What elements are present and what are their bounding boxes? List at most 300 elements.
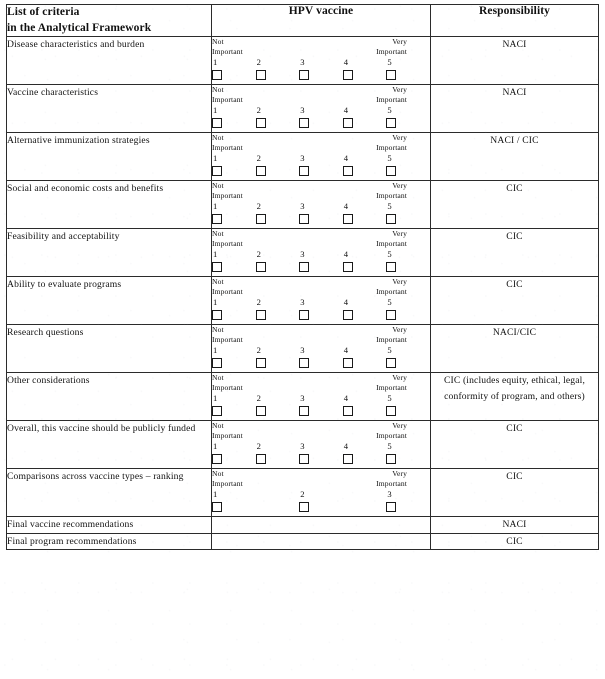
scale-label-very-important-line1: Very: [392, 133, 407, 143]
scale-option-number: 2: [256, 345, 261, 356]
scale-label-very-important: [376, 133, 407, 153]
scale-options: [212, 345, 430, 372]
scale-option-number: 3: [387, 489, 392, 500]
scale-label-very-important: [376, 85, 407, 105]
scale-option: [386, 297, 430, 324]
checkbox-unchecked-icon[interactable]: [386, 166, 396, 176]
scale-option: [343, 441, 387, 468]
scale-option: [299, 153, 343, 180]
scale-option-box-slot: [299, 308, 343, 324]
scale-label-not-important: [212, 181, 243, 201]
criteria-cell: Ability to evaluate programs: [7, 277, 212, 325]
scale-label-not-important-line2: Important: [212, 47, 243, 57]
scale-label-very-important-line2: Important: [376, 479, 407, 489]
scale-cell: [212, 373, 431, 421]
scale-option: [386, 489, 430, 516]
scale-option-box-slot: [212, 116, 256, 132]
scale-option-box-slot: [386, 164, 430, 180]
scale-label-not-important: [212, 469, 243, 489]
scale-option-box-slot: [299, 500, 343, 516]
scale-label-very-important: [376, 229, 407, 249]
scale-label-very-important: [376, 37, 407, 57]
scale-option: [212, 345, 256, 372]
scale-label-not-important-line1: Not: [212, 277, 224, 287]
scale-label-very-important: [376, 325, 407, 345]
scale-option-number: 4: [343, 441, 349, 452]
scale-option-box-slot: [256, 356, 300, 372]
scale-option: [212, 441, 256, 468]
scale-option-box-slot: [212, 356, 256, 372]
scale-option: [299, 489, 343, 516]
scale-label-very-important-line1: Very: [392, 373, 407, 383]
checkbox-unchecked-icon[interactable]: [256, 358, 266, 368]
checkbox-unchecked-icon[interactable]: [343, 406, 353, 416]
scale-label-not-important-line2: Important: [212, 95, 243, 105]
scale-option: [299, 105, 343, 132]
criteria-cell: Alternative immunization strategies: [7, 133, 212, 181]
scale-option-number: 3: [300, 201, 305, 212]
scale-option-box-slot: [343, 260, 387, 276]
scale-option-box-slot: [256, 404, 300, 420]
scale-option: [386, 57, 430, 84]
checkbox-unchecked-icon[interactable]: [343, 70, 353, 80]
checkbox-unchecked-icon[interactable]: [386, 502, 396, 512]
scale-end-labels: [212, 277, 430, 297]
scale-option: [343, 57, 387, 84]
scale-option: [343, 393, 387, 420]
scale-label-very-important-line2: Important: [376, 95, 407, 105]
scale-option-number: 1: [213, 393, 218, 404]
scale-option-number: 4: [343, 201, 349, 212]
scale-label-very-important-line1: Very: [392, 277, 407, 287]
scale-option: [299, 57, 343, 84]
scale-option: [212, 489, 256, 516]
scale-option-box-slot: [299, 404, 343, 420]
scale-option-number: 3: [300, 441, 305, 452]
scale-option: [256, 441, 300, 468]
checkbox-unchecked-icon[interactable]: [256, 70, 266, 80]
scale-option: [343, 297, 387, 324]
scale-label-very-important-line1: Very: [392, 469, 407, 479]
table-row: [7, 277, 599, 325]
responsibility-cell: CIC (includes equity, ethical, legal, conformity of program, and others): [431, 373, 599, 421]
scale-options: [212, 57, 430, 84]
checkbox-unchecked-icon[interactable]: [299, 454, 309, 464]
checkbox-unchecked-icon[interactable]: [256, 118, 266, 128]
scale-option: [343, 345, 387, 372]
checkbox-unchecked-icon[interactable]: [343, 454, 353, 464]
scale-label-not-important: [212, 229, 243, 249]
scale-option-number: 1: [213, 105, 218, 116]
scale-option-box-slot: [343, 308, 387, 324]
scale-option-number: 1: [213, 201, 218, 212]
scale-option-box-slot: [386, 212, 430, 228]
scale-option-number: 1: [213, 57, 218, 68]
scale-option-box-slot: [386, 500, 430, 516]
checkbox-unchecked-icon[interactable]: [386, 70, 396, 80]
checkbox-unchecked-icon[interactable]: [256, 166, 266, 176]
criteria-cell: Comparisons across vaccine types – ranking: [7, 469, 212, 517]
scale-label-very-important-line2: Important: [376, 47, 407, 57]
checkbox-unchecked-icon[interactable]: [212, 358, 222, 368]
scale-label-not-important: [212, 421, 243, 441]
scale-options: [212, 105, 430, 132]
scale-option: [299, 297, 343, 324]
scale-option-box-slot: [343, 68, 387, 84]
scale-label-not-important: [212, 277, 243, 297]
scale-option: [256, 105, 300, 132]
scale-label-very-important-line1: Very: [392, 325, 407, 335]
scale-option-box-slot: [343, 116, 387, 132]
scale-cell: [212, 181, 431, 229]
scale-option-box-slot: [256, 164, 300, 180]
ranking-scale: [212, 469, 430, 516]
scale-cell: [212, 421, 431, 469]
scale-option-number: 1: [213, 297, 218, 308]
scale-label-not-important: [212, 325, 243, 345]
scale-cell: [212, 325, 431, 373]
responsibility-cell: NACI / CIC: [431, 133, 599, 181]
checkbox-unchecked-icon[interactable]: [212, 454, 222, 464]
scale-option-box-slot: [212, 164, 256, 180]
checkbox-unchecked-icon[interactable]: [343, 214, 353, 224]
scale-option: [299, 345, 343, 372]
checkbox-unchecked-icon[interactable]: [212, 310, 222, 320]
checkbox-unchecked-icon[interactable]: [386, 118, 396, 128]
checkbox-unchecked-icon[interactable]: [299, 70, 309, 80]
scale-option: [299, 249, 343, 276]
scale-option: [343, 105, 387, 132]
scale-option-number: 4: [343, 345, 349, 356]
scale-label-not-important-line1: Not: [212, 469, 224, 479]
scale-label-not-important-line2: Important: [212, 143, 243, 153]
scale-slot-spacer: [256, 489, 300, 516]
scale-options: [212, 441, 430, 468]
criteria-cell: Feasibility and acceptability: [7, 229, 212, 277]
scale-cell: [212, 133, 431, 181]
scale-label-very-important: [376, 421, 407, 441]
checkbox-unchecked-icon[interactable]: [343, 358, 353, 368]
scale-end-labels: [212, 421, 430, 441]
criteria-cell: Research questions: [7, 325, 212, 373]
checkbox-unchecked-icon[interactable]: [386, 262, 396, 272]
checkbox-unchecked-icon[interactable]: [343, 166, 353, 176]
header-criteria-line2: in the Analytical Framework: [7, 21, 152, 34]
responsibility-cell: NACI/CIC: [431, 325, 599, 373]
responsibility-cell: CIC: [431, 469, 599, 517]
scale-label-not-important-line1: Not: [212, 229, 224, 239]
scale-label-very-important-line2: Important: [376, 335, 407, 345]
scale-label-not-important-line2: Important: [212, 383, 243, 393]
scale-label-very-important-line1: Very: [392, 229, 407, 239]
table-row: [7, 229, 599, 277]
scale-label-not-important: [212, 37, 243, 57]
header-row: [7, 5, 599, 37]
scale-option-box-slot: [212, 452, 256, 468]
importance-scale: [212, 325, 430, 372]
scale-option-number: 4: [343, 393, 349, 404]
scale-option-number: 4: [343, 105, 349, 116]
scale-option-number: 5: [387, 105, 392, 116]
importance-scale: [212, 229, 430, 276]
checkbox-unchecked-icon[interactable]: [299, 166, 309, 176]
scale-end-labels: [212, 325, 430, 345]
scale-option: [386, 201, 430, 228]
criteria-cell: Social and economic costs and benefits: [7, 181, 212, 229]
scale-option-box-slot: [386, 116, 430, 132]
scale-option-box-slot: [299, 452, 343, 468]
checkbox-unchecked-icon[interactable]: [256, 406, 266, 416]
scale-label-very-important-line1: Very: [392, 85, 407, 95]
scale-option-number: 5: [387, 297, 392, 308]
scale-label-very-important: [376, 373, 407, 393]
scale-option: [256, 201, 300, 228]
scale-option-number: 3: [300, 249, 305, 260]
scale-option: [256, 57, 300, 84]
scale-label-very-important-line1: Very: [392, 421, 407, 431]
scale-option-box-slot: [386, 260, 430, 276]
checkbox-unchecked-icon[interactable]: [212, 214, 222, 224]
scale-option: [299, 201, 343, 228]
importance-scale: [212, 421, 430, 468]
checkbox-unchecked-icon[interactable]: [386, 454, 396, 464]
scale-option-box-slot: [212, 212, 256, 228]
scale-option: [299, 441, 343, 468]
checkbox-unchecked-icon[interactable]: [212, 262, 222, 272]
scale-options: [212, 489, 430, 516]
scale-option: [386, 441, 430, 468]
scale-option-number: 3: [300, 297, 305, 308]
scale-option-number: 5: [387, 393, 392, 404]
scale-option-number: 2: [256, 57, 261, 68]
scale-option-box-slot: [343, 404, 387, 420]
scale-options: [212, 297, 430, 324]
header-criteria-line1: List of criteria: [7, 6, 80, 18]
scale-option-box-slot: [343, 164, 387, 180]
scale-option-box-slot: [299, 68, 343, 84]
scale-option: [256, 345, 300, 372]
checkbox-unchecked-icon[interactable]: [299, 214, 309, 224]
scale-option: [343, 201, 387, 228]
scale-label-not-important-line1: Not: [212, 133, 224, 143]
table-row: [7, 421, 599, 469]
importance-scale: [212, 85, 430, 132]
responsibility-cell: CIC: [431, 229, 599, 277]
checkbox-unchecked-icon[interactable]: [299, 358, 309, 368]
scale-options: [212, 249, 430, 276]
checkbox-unchecked-icon[interactable]: [386, 310, 396, 320]
criteria-cell: Overall, this vaccine should be publicly funded: [7, 421, 212, 469]
scale-cell: [212, 85, 431, 133]
scale-end-labels: [212, 229, 430, 249]
scale-option-box-slot: [343, 212, 387, 228]
importance-scale: [212, 181, 430, 228]
scale-option-box-slot: [343, 356, 387, 372]
scale-option-number: 5: [387, 153, 392, 164]
scale-option-number: 3: [300, 345, 305, 356]
scale-label-not-important-line2: Important: [212, 239, 243, 249]
checkbox-unchecked-icon[interactable]: [256, 262, 266, 272]
scale-option-number: 5: [387, 345, 392, 356]
scale-label-very-important-line2: Important: [376, 239, 407, 249]
scale-options: [212, 393, 430, 420]
checkbox-unchecked-icon[interactable]: [256, 454, 266, 464]
checkbox-unchecked-icon[interactable]: [299, 406, 309, 416]
scale-option-number: 5: [387, 57, 392, 68]
scale-option-number: 2: [300, 489, 305, 500]
scale-option: [299, 393, 343, 420]
scale-cell: [212, 469, 431, 517]
scale-end-labels: [212, 37, 430, 57]
checkbox-unchecked-icon[interactable]: [299, 262, 309, 272]
checkbox-unchecked-icon[interactable]: [386, 214, 396, 224]
scale-option: [212, 249, 256, 276]
checkbox-unchecked-icon[interactable]: [212, 166, 222, 176]
checkbox-unchecked-icon[interactable]: [299, 118, 309, 128]
scale-option-box-slot: [256, 260, 300, 276]
importance-scale: [212, 37, 430, 84]
scale-option: [212, 57, 256, 84]
scale-option-box-slot: [386, 404, 430, 420]
table-row: [7, 517, 599, 534]
scale-end-labels: [212, 469, 430, 489]
scale-option-box-slot: [256, 68, 300, 84]
responsibility-cell: NACI: [431, 85, 599, 133]
scale-option-number: 1: [213, 249, 218, 260]
scale-option-box-slot: [256, 116, 300, 132]
table-header: [7, 5, 599, 37]
checkbox-unchecked-icon[interactable]: [386, 358, 396, 368]
scale-option-box-slot: [386, 452, 430, 468]
table-row: [7, 181, 599, 229]
scale-option: [256, 249, 300, 276]
importance-scale: [212, 277, 430, 324]
responsibility-cell: CIC: [431, 181, 599, 229]
scale-option-number: 3: [300, 393, 305, 404]
responsibility-cell: NACI: [431, 517, 599, 534]
table-row: [7, 133, 599, 181]
scale-cell: [212, 37, 431, 85]
scale-option-number: 2: [256, 441, 261, 452]
scale-option-number: 5: [387, 201, 392, 212]
scale-label-not-important-line1: Not: [212, 373, 224, 383]
checkbox-unchecked-icon[interactable]: [299, 310, 309, 320]
checkbox-unchecked-icon[interactable]: [343, 310, 353, 320]
scale-options: [212, 201, 430, 228]
scale-label-not-important-line1: Not: [212, 325, 224, 335]
scale-option-box-slot: [212, 500, 256, 516]
scale-cell-empty: [212, 517, 431, 534]
checkbox-unchecked-icon[interactable]: [256, 310, 266, 320]
scale-option: [212, 393, 256, 420]
scale-option-box-slot: [212, 260, 256, 276]
scale-option: [212, 201, 256, 228]
table-row: [7, 325, 599, 373]
table-row: [7, 85, 599, 133]
scale-option-number: 1: [213, 153, 218, 164]
scale-option-number: 5: [387, 249, 392, 260]
scale-option: [212, 105, 256, 132]
scale-options: [212, 153, 430, 180]
document-sheet: [6, 4, 598, 550]
table-row: [7, 37, 599, 85]
scale-option: [386, 345, 430, 372]
scale-label-very-important: [376, 277, 407, 297]
scale-label-not-important: [212, 85, 243, 105]
scale-label-not-important-line2: Important: [212, 431, 243, 441]
scale-option: [386, 105, 430, 132]
scale-option-number: 2: [256, 393, 261, 404]
scale-cell: [212, 277, 431, 325]
scale-option-number: 2: [256, 153, 261, 164]
scale-option: [256, 393, 300, 420]
scale-option: [343, 153, 387, 180]
checkbox-unchecked-icon[interactable]: [343, 262, 353, 272]
scale-option-box-slot: [386, 308, 430, 324]
responsibility-cell: NACI: [431, 37, 599, 85]
scale-option: [212, 297, 256, 324]
scale-option-box-slot: [256, 212, 300, 228]
scale-label-not-important-line1: Not: [212, 421, 224, 431]
header-responsibility: Responsibility: [431, 5, 599, 37]
checkbox-unchecked-icon[interactable]: [212, 70, 222, 80]
checkbox-unchecked-icon[interactable]: [212, 406, 222, 416]
scale-option: [386, 393, 430, 420]
scale-option-number: 5: [387, 441, 392, 452]
table-row: [7, 533, 599, 550]
scale-label-not-important-line1: Not: [212, 181, 224, 191]
checkbox-unchecked-icon[interactable]: [386, 406, 396, 416]
table-body: [7, 37, 599, 550]
scale-option-number: 4: [343, 297, 349, 308]
scale-option-box-slot: [212, 404, 256, 420]
checkbox-unchecked-icon[interactable]: [212, 502, 222, 512]
scale-label-very-important-line2: Important: [376, 431, 407, 441]
scale-label-very-important-line2: Important: [376, 191, 407, 201]
criteria-cell: Vaccine characteristics: [7, 85, 212, 133]
checkbox-unchecked-icon[interactable]: [256, 214, 266, 224]
checkbox-unchecked-icon[interactable]: [343, 118, 353, 128]
table-row: [7, 373, 599, 421]
scale-option-box-slot: [299, 260, 343, 276]
scale-end-labels: [212, 85, 430, 105]
scale-label-not-important: [212, 133, 243, 153]
scale-label-very-important: [376, 181, 407, 201]
scale-option-number: 4: [343, 249, 349, 260]
scale-label-not-important: [212, 373, 243, 393]
scale-option-number: 4: [343, 57, 349, 68]
scale-option-box-slot: [343, 452, 387, 468]
scale-label-very-important-line2: Important: [376, 143, 407, 153]
scale-option-number: 2: [256, 201, 261, 212]
scale-end-labels: [212, 133, 430, 153]
checkbox-unchecked-icon[interactable]: [212, 118, 222, 128]
scale-option: [343, 249, 387, 276]
scale-option: [256, 153, 300, 180]
header-vaccine: HPV vaccine: [212, 5, 431, 37]
scale-label-not-important-line2: Important: [212, 191, 243, 201]
scale-option-box-slot: [256, 452, 300, 468]
checkbox-unchecked-icon[interactable]: [299, 502, 309, 512]
scale-slot-spacer: [343, 489, 387, 516]
scale-label-very-important-line2: Important: [376, 383, 407, 393]
header-criteria: [7, 5, 212, 37]
scale-option-number: 1: [213, 441, 218, 452]
scale-option-box-slot: [256, 308, 300, 324]
importance-scale: [212, 133, 430, 180]
scale-option: [256, 297, 300, 324]
scale-option-number: 3: [300, 57, 305, 68]
